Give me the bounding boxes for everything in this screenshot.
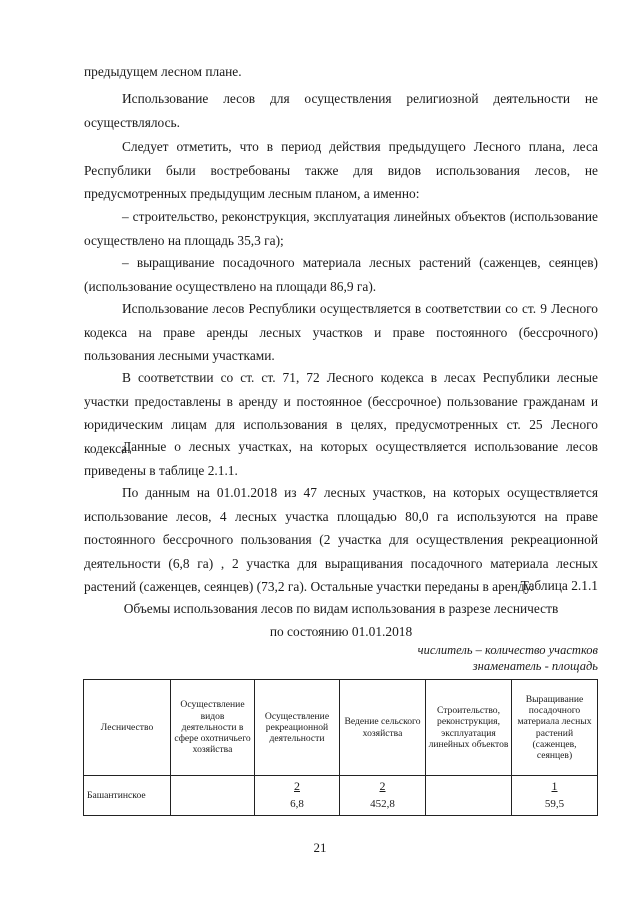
- header-hunting: Осуществление видов деятельности в сфере охотничьего хозяйства: [171, 680, 255, 776]
- table-title-line-1: Объемы использования лесов по видам использования в разрезе лесничеств: [123, 601, 559, 616]
- paragraph-1: предыдущем лесном плане.: [84, 64, 242, 79]
- paragraph-7: В соответствии со ст. ст. 71, 72 Лесного кодекса в лесах Республики лесные участки предоставлены в аренду и постоянное (бессрочное) пользование гражданам и юридическим лицам для использования в целях, предусмотренных ст. 25 Лесного кодекса.: [84, 370, 598, 456]
- cell-recreation-count: 2: [294, 779, 300, 793]
- cell-recreation-area: 6,8: [290, 798, 304, 810]
- cell-recreation: [255, 776, 340, 816]
- legend-denominator: знаменатель - площадь: [472, 659, 598, 673]
- cell-nursery-count: 1: [551, 779, 558, 793]
- cell-hunting: [171, 776, 255, 816]
- header-recreation: Осуществление рекреационной деятельности: [255, 680, 340, 776]
- cell-agriculture: [340, 776, 426, 816]
- header-agriculture: Ведение сельского хозяйства: [340, 680, 426, 776]
- table-label: Таблица 2.1.1: [520, 578, 598, 593]
- table-header-row: [84, 680, 598, 776]
- table-title-line-2: по состоянию 01.01.2018: [269, 624, 413, 639]
- paragraph-2: Использование лесов для осуществления религиозной деятельности не осуществлялось.: [84, 91, 598, 130]
- header-forestry: Лесничество: [84, 680, 171, 776]
- paragraph-8: Данные о лесных участках, на которых осуществляется использование лесов приведены в таблице 2.1.1.: [84, 439, 598, 478]
- cell-agriculture-count: 2: [379, 779, 386, 793]
- cell-nursery: [512, 776, 598, 816]
- header-nursery: Выращивание посадочного материала лесных растений (саженцев, сеянцев): [512, 680, 598, 776]
- page-number: 21: [313, 840, 327, 855]
- paragraph-3: Следует отметить, что в период действия предыдущего Лесного плана, леса Республики были востребованы также для видов использования лесов, не предусмотренных предыдущим лесным планом, а именно:: [84, 139, 598, 201]
- legend-numerator: числитель – количество участков: [417, 643, 598, 657]
- paragraph-6: Использование лесов Республики осуществляется в соответствии со ст. 9 Лесного кодекса на праве аренды лесных участков и праве постоянного (бессрочного) пользования лесными участками.: [84, 301, 598, 363]
- table-row: [84, 776, 598, 816]
- paragraph-9: По данным на 01.01.2018 из 47 лесных участков, на которых осуществляется использование лесов, 4 лесных участка площадью 80,0 га используются на праве постоянного бессрочного пользования (2 участка для осуществления рекреационной деятельности (6,8 га) , 2 участка для выращивания посадочного материала лесных растений (саженцев, сеянцев) (73,2 га). Остальные участки переданы в аренду.: [84, 485, 598, 594]
- cell-construction: [426, 776, 512, 816]
- cell-forestry-name: Башантинское: [84, 776, 171, 816]
- forest-use-table: [83, 679, 598, 816]
- paragraph-4: – строительство, реконструкция, эксплуатация линейных объектов (использование осуществлено на площадь 35,3 га);: [84, 209, 598, 248]
- paragraph-5: – выращивание посадочного материала лесных растений (саженцев, сеянцев) (использование осуществлено на площади 86,9 га).: [84, 255, 598, 294]
- header-construction: Строительство, реконструкция, эксплуатация линейных объектов: [426, 680, 512, 776]
- cell-agriculture-area: 452,8: [370, 798, 395, 810]
- cell-nursery-area: 59,5: [544, 798, 565, 810]
